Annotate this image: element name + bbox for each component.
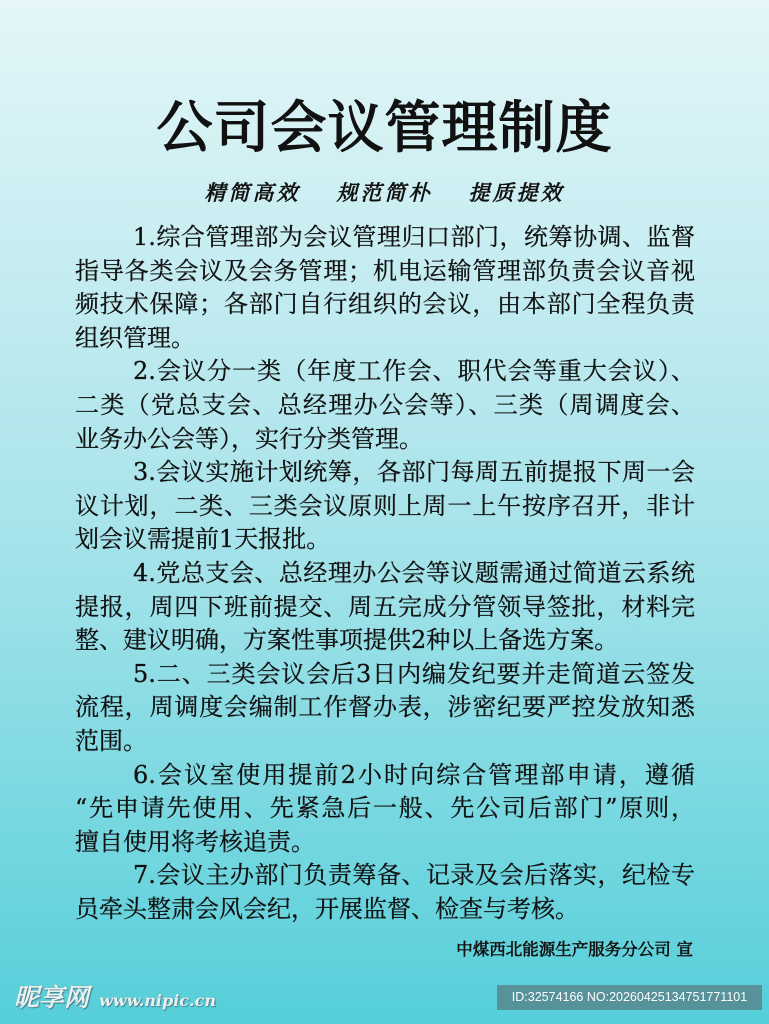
slogan-phrase: 精简高效 <box>204 180 301 205</box>
rule-line: 划会议需提前1天报批。 <box>75 525 331 554</box>
rule-line: 6.会议室使用提前2小时向综合管理部申请，遵循 <box>133 760 695 789</box>
watermark-logo-text: 昵享网 <box>14 983 90 1012</box>
rule-line: 员牵头整肃会风会纪，开展监督、检查与考核。 <box>75 894 579 923</box>
rule-line: 提报，周四下班前提交、周五完成分管领导签批，材料完 <box>75 592 695 621</box>
rule-line: 2.会议分一类（年度工作会、职代会等重大会议）、 <box>133 357 695 386</box>
rule-line: 流程，周调度会编制工作督办表，涉密纪要严控发放知悉 <box>75 693 695 722</box>
rule-line: “先申请先使用、先紧急后一般、先公司后部门”原则， <box>75 794 695 823</box>
rule-line: 范围。 <box>75 726 147 755</box>
rule-2 <box>75 355 695 456</box>
rule-line: 议计划，二类、三类会议原则上周一上午按序召开，非计 <box>75 491 695 520</box>
watermark-id-text: ID:32574166 NO:20260425134751771101 <box>511 990 748 1004</box>
slogan-phrase: 规范简朴 <box>336 180 433 205</box>
rule-3 <box>75 456 695 557</box>
rules-body <box>75 221 695 926</box>
slogan <box>0 179 769 207</box>
rule-line: 业务办公会等），实行分类管理。 <box>75 424 423 453</box>
rule-7 <box>75 859 695 926</box>
rule-line: 二类（党总支会、总经理办公会等）、三类（周调度会、 <box>75 390 695 419</box>
rule-line: 7.会议主办部门负责筹备、记录及会后落实，纪检专 <box>133 861 695 890</box>
rule-line: 指导各类会议及会务管理；机电运输管理部负责会议音视 <box>75 256 695 285</box>
rule-line: 1.综合管理部为会议管理归口部门，统筹协调、监督 <box>133 223 695 251</box>
rule-line: 擅自使用将考核追责。 <box>75 827 315 856</box>
issuer-footer: 中煤西北能源生产服务分公司 宣 <box>456 940 693 959</box>
watermark-id-box <box>497 985 762 1010</box>
rule-1 <box>75 221 695 355</box>
rule-line: 整、建议明确，方案性事项提供2种以上备选方案。 <box>75 626 619 655</box>
rule-6 <box>75 759 695 860</box>
rule-5 <box>75 658 695 759</box>
watermark-site: www.nipic.cn <box>99 991 216 1010</box>
watermark-logo <box>14 983 216 1013</box>
rule-line: 组织管理。 <box>75 323 195 352</box>
rule-line: 3.会议实施计划统筹，各部门每周五前提报下周一会 <box>133 458 695 487</box>
poster-title: 公司会议管理制度 <box>156 95 613 161</box>
rule-4 <box>75 557 695 658</box>
rule-line: 频技术保障；各部门自行组织的会议，由本部门全程负责 <box>75 290 695 319</box>
rule-line: 5.二、三类会议会后3日内编发纪要并走简道云签发 <box>133 659 695 688</box>
rule-line: 4.党总支会、总经理办公会等议题需通过简道云系统 <box>133 558 695 587</box>
slogan-phrase: 提质提效 <box>468 180 565 205</box>
